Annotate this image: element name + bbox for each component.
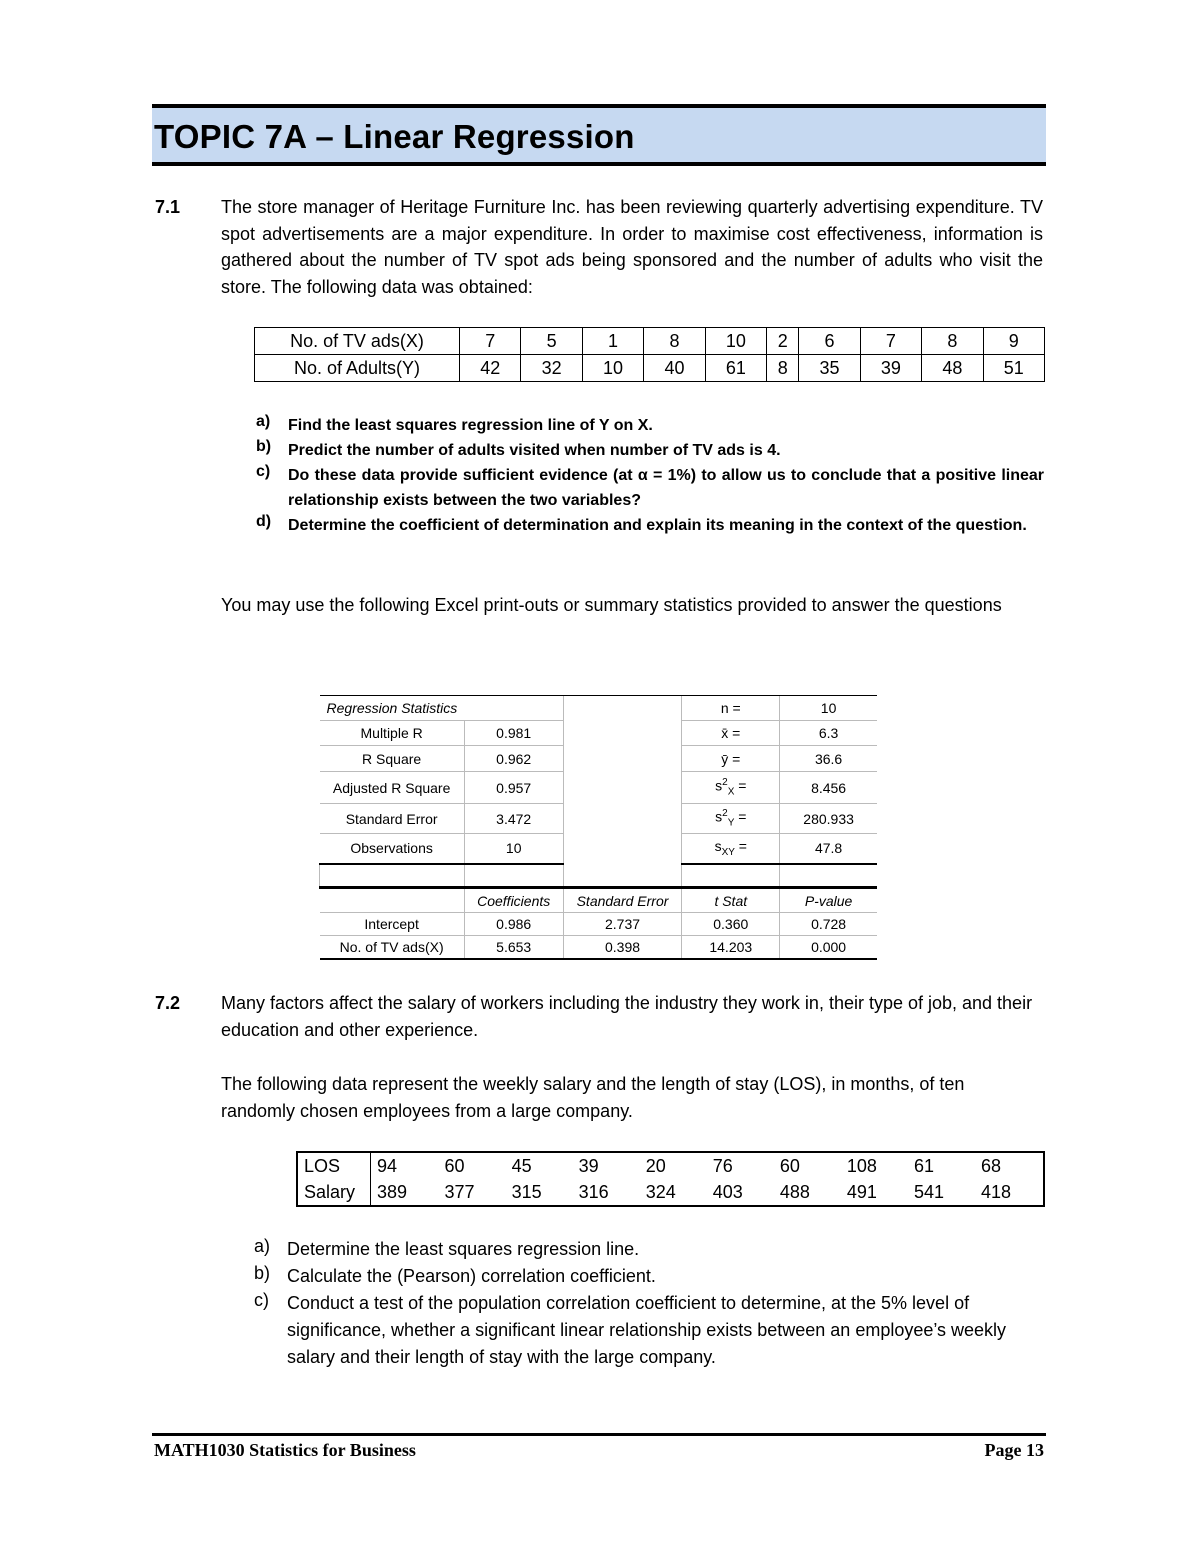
table-cell: 68 — [981, 1155, 1002, 1176]
table-cell: 45 — [511, 1155, 532, 1176]
table-cell: 8 — [644, 328, 705, 355]
excel-note: You may use the following Excel print-outs or summary statistics provided to answer the questions — [221, 595, 1002, 615]
summary-value: 6.3 — [780, 721, 877, 746]
table-cell: 51 — [983, 355, 1044, 382]
column-header: Standard Error — [563, 888, 682, 913]
table-cell: 10 — [705, 328, 766, 355]
list-text: Do these data provide sufficient evidence (at α = 1%) to allow us to conclude that a positive linear relationship exists between the two variables? — [288, 467, 1044, 509]
page-title: TOPIC 7A – Linear Regression — [154, 118, 635, 155]
table-cell: 39 — [860, 355, 921, 382]
table-cell: 60 — [444, 1155, 465, 1176]
table-cell: 324 — [645, 1181, 676, 1202]
coef-value: 0.728 — [780, 913, 877, 936]
stat-value: 0.981 — [464, 721, 563, 746]
table-row — [320, 804, 878, 834]
coef-value: 0.360 — [682, 913, 780, 936]
table-cell: 491 — [846, 1181, 877, 1202]
list-marker: b) — [256, 438, 272, 455]
table-row — [320, 772, 878, 804]
list-text: Calculate the (Pearson) correlation coefficient. — [287, 1266, 656, 1286]
table-cell: 7 — [860, 328, 921, 355]
question-number-7-1: 7.1 — [155, 197, 181, 217]
list-marker: a) — [256, 413, 271, 430]
stat-label: Multiple R — [320, 721, 465, 746]
table-row — [320, 913, 878, 936]
table-cell: 48 — [922, 355, 983, 382]
stat-label: Adjusted R Square — [320, 772, 465, 804]
coef-value: 14.203 — [682, 936, 780, 959]
summary-label: x̄ = — [682, 721, 780, 746]
table-cell: 315 — [511, 1181, 542, 1202]
coef-value: 0.398 — [563, 936, 682, 959]
table-cell: 61 — [705, 355, 766, 382]
table-cell: 8 — [922, 328, 983, 355]
table-cell: 39 — [578, 1155, 599, 1176]
coef-value: 5.653 — [464, 936, 563, 959]
table-row — [320, 721, 878, 746]
coef-label: Intercept — [320, 913, 465, 936]
regression-output-table — [319, 695, 877, 960]
table-cell: 6 — [799, 328, 860, 355]
table-cell: 541 — [913, 1181, 944, 1202]
column-header: t Stat — [682, 888, 780, 913]
table-cell: 108 — [846, 1155, 877, 1176]
list-marker: d) — [256, 513, 272, 530]
footer-page-number: Page 13 — [984, 1440, 1044, 1460]
tv-ads-data-table — [254, 327, 1045, 382]
stat-value: 0.962 — [464, 746, 563, 772]
stat-value: 10 — [464, 834, 563, 864]
question-7-2-intro-1: Many factors affect the salary of workers including the industry they work in, their type of job, and their education and other experience. — [221, 993, 1033, 1040]
table-cell: 10 — [582, 355, 643, 382]
question-7-2-intro-2: The following data represent the weekly salary and the length of stay (LOS), in months, of ten randomly chosen employees from a large company. — [221, 1074, 965, 1121]
coef-value: 0.986 — [464, 913, 563, 936]
table-cell: 403 — [712, 1181, 743, 1202]
coef-label: No. of TV ads(X) — [320, 936, 465, 959]
stat-value: 3.472 — [464, 804, 563, 834]
table-cell: 61 — [913, 1155, 934, 1176]
list-marker: c) — [256, 463, 271, 480]
table-cell: 488 — [779, 1181, 810, 1202]
table-row — [297, 1179, 1044, 1206]
footer-divider — [152, 1433, 1046, 1436]
table-cell: 1 — [582, 328, 643, 355]
table-cell: 5 — [521, 328, 582, 355]
table-cell: 94 — [377, 1155, 398, 1176]
list-text: Find the least squares regression line of Y on X. — [288, 417, 653, 434]
table-cell: 76 — [712, 1155, 733, 1176]
table-cell: 42 — [460, 355, 521, 382]
list-marker: a) — [254, 1236, 271, 1256]
summary-value: 280.933 — [780, 804, 877, 834]
table-cell: 9 — [983, 328, 1044, 355]
regression-stats-header: Regression Statistics — [320, 696, 465, 721]
column-header: Coefficients — [464, 888, 563, 913]
row-label: LOS — [297, 1152, 371, 1179]
summary-value: 10 — [780, 696, 877, 721]
list-marker: b) — [254, 1263, 271, 1283]
summary-label: $s^2_X$ = — [682, 772, 780, 804]
table-row — [320, 696, 878, 721]
table-cell: 7 — [460, 328, 521, 355]
row-label: No. of TV ads(X) — [255, 328, 460, 355]
coefficients-header-row — [320, 888, 878, 913]
table-cell: 40 — [644, 355, 705, 382]
stat-value: 0.957 — [464, 772, 563, 804]
question-number-7-2: 7.2 — [155, 993, 181, 1013]
table-row — [255, 328, 1045, 355]
stat-label: R Square — [320, 746, 465, 772]
coef-value: 2.737 — [563, 913, 682, 936]
table-row — [320, 864, 878, 888]
list-text: Determine the least squares regression line. — [287, 1239, 640, 1259]
footer-course: MATH1030 Statistics for Business — [154, 1440, 416, 1460]
table-cell: 35 — [799, 355, 860, 382]
stat-label: Observations — [320, 834, 465, 864]
summary-label: n = — [682, 696, 780, 721]
question-7-1-intro: The store manager of Heritage Furniture Inc. has been reviewing quarterly advertising expenditure. TV spot advertisements are a major expenditure. In order to maximise cost effectiveness, information is gathered about the number of TV spot ads being sponsored and the number of adults who visit the store. The following data was obtained: — [221, 197, 1043, 297]
summary-value: 47.8 — [780, 834, 877, 864]
list-marker: c) — [254, 1290, 269, 1310]
summary-label: $s^2_Y$ = — [682, 804, 780, 834]
table-cell: 389 — [377, 1181, 408, 1202]
table-cell: 32 — [521, 355, 582, 382]
list-text: Determine the coefficient of determination and explain its meaning in the context of the question. — [288, 517, 1027, 534]
summary-label: $s_{XY}$ = — [682, 834, 780, 864]
los-salary-data-table — [296, 1151, 1045, 1207]
table-cell: 418 — [981, 1181, 1012, 1202]
table-row — [320, 834, 878, 864]
topic-banner — [152, 104, 1046, 166]
table-cell: 8 — [767, 355, 799, 382]
row-label: Salary — [297, 1179, 371, 1206]
table-row — [297, 1152, 1044, 1179]
coef-value: 0.000 — [780, 936, 877, 959]
stat-label: Standard Error — [320, 804, 465, 834]
column-header: P-value — [780, 888, 877, 913]
table-row — [320, 746, 878, 772]
table-cell: 377 — [444, 1181, 475, 1202]
list-text: Conduct a test of the population correlation coefficient to determine, at the 5% level of significance, whether a significant linear relationship exists between an employee’s weekly salary and their length of stay with the large company. — [287, 1293, 1007, 1367]
summary-value: 8.456 — [780, 772, 877, 804]
list-text: Predict the number of adults visited when number of TV ads is 4. — [288, 442, 781, 459]
table-cell: 316 — [578, 1181, 609, 1202]
row-label: No. of Adults(Y) — [255, 355, 460, 382]
table-row — [320, 936, 878, 959]
table-cell: 60 — [779, 1155, 800, 1176]
summary-label: ȳ = — [682, 746, 780, 772]
table-row — [255, 355, 1045, 382]
summary-value: 36.6 — [780, 746, 877, 772]
table-cell: 2 — [767, 328, 799, 355]
table-cell: 20 — [645, 1155, 666, 1176]
